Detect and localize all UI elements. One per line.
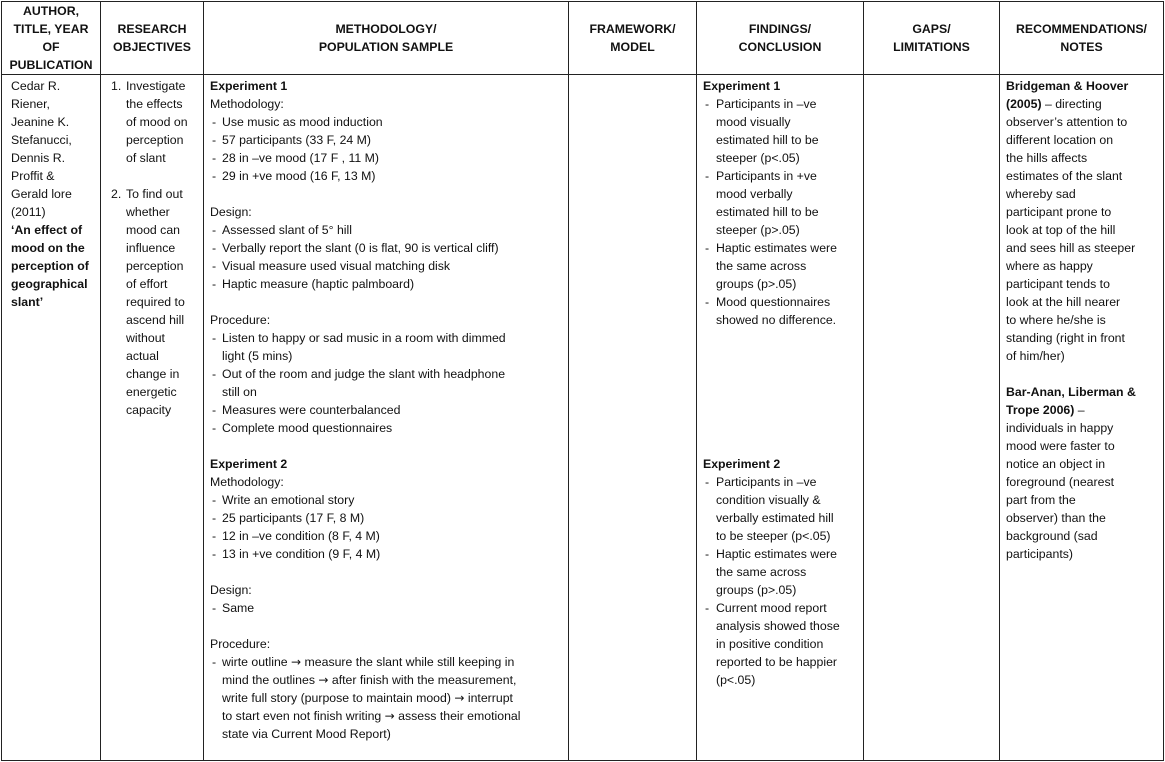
list-item-line: showed no difference. [716,313,837,327]
note-text: notice an object in [1006,457,1106,471]
note-line [1006,491,1160,509]
objective-line: of mood on [126,115,188,129]
list-item-line [222,653,565,671]
list-item [210,131,565,149]
note-text: different location on [1006,133,1114,147]
dash-bullet: - [705,547,710,561]
objective-line: To find out [126,187,183,201]
experiment-heading: Experiment 2 [703,457,781,471]
author-cell [2,75,101,761]
note-line [1006,275,1160,293]
experiment-heading: Experiment 1 [210,79,288,93]
dash-bullet: - [212,421,217,435]
note-line [1006,257,1160,275]
header-methodology: METHODOLOGY/ POPULATION SAMPLE [204,2,569,75]
objective-line: whether [126,205,170,219]
dash-bullet: - [212,367,217,381]
objective-line: influence [126,241,176,255]
list-item [210,599,565,617]
objective-line: required to [126,295,185,309]
methodology-list [210,113,565,185]
design-list [210,221,565,293]
list-item-line: 13 in +ve condition (9 F, 4 M) [222,547,381,561]
dash-bullet: - [705,169,710,183]
list-item-line: groups (p>.05) [716,583,797,597]
list-item-line: Visual measure used visual matching disk [222,259,451,273]
list-item [703,293,860,329]
spacer [210,617,565,635]
list-item-line: Verbally report the slant (0 is flat, 90 is vertical cliff) [222,241,499,255]
list-item-line [222,707,565,725]
procedure-text: assess their emotional [394,709,521,723]
note-line [1006,347,1160,365]
note-text: – directing [1041,97,1102,111]
dash-bullet: - [212,223,217,237]
list-item [210,419,565,437]
spacer [210,185,565,203]
dash-bullet: - [212,493,217,507]
list-item-line: Measures were counterbalanced [222,403,401,417]
note-line [1006,113,1160,131]
findings-list [703,95,860,329]
dash-bullet: - [212,601,217,615]
list-item [210,239,565,257]
list-item [210,167,565,185]
author-name-line: (2011) [11,205,46,219]
objective-item [107,77,200,167]
procedure-text: interrupt [464,691,513,705]
note-text: estimates of the slant [1006,169,1123,183]
literature-review-table [1,1,1164,761]
author-name-line: Riener, [11,97,50,111]
design-label: Design: [210,205,252,219]
list-item-line: Mood questionnaires [716,295,831,309]
list-item-line: Assessed slant of 5° hill [222,223,352,237]
list-item [210,545,565,563]
dash-bullet: - [705,97,710,111]
list-item-line: 57 participants (33 F, 24 M) [222,133,371,147]
list-item-line: mood verbally [716,187,793,201]
experiment-heading: Experiment 1 [703,79,781,93]
note-citation: Bridgeman & Hoover [1006,79,1129,93]
note-text: where as happy [1006,259,1093,273]
procedure-list [210,653,565,743]
note-line [1006,239,1160,257]
note-citation: (2005) [1006,97,1042,111]
spacer [703,329,860,455]
objective-line: without [126,331,165,345]
dash-bullet: - [212,259,217,273]
list-item [210,329,565,365]
list-item-line: 25 participants (17 F, 8 M) [222,511,365,525]
header-objectives: RESEARCH OBJECTIVES [101,2,204,75]
dash-bullet: - [212,511,217,525]
note-text: participants) [1006,547,1073,561]
note-text: and sees hill as steeper [1006,241,1136,255]
list-item [703,95,860,167]
methodology-cell [204,75,569,761]
note-text: participant prone to [1006,205,1112,219]
list-item [210,113,565,131]
findings-list [703,473,860,689]
paper-title-line: ‘An effect of [11,223,83,237]
procedure-text: mind the outlines [222,673,319,687]
paper-title-line: geographical [11,277,88,291]
note-text: look at top of the hill [1006,223,1116,237]
list-item [210,221,565,239]
table-row [2,75,1164,761]
note-text: observer’s attention to [1006,115,1128,129]
dash-bullet: - [212,115,217,129]
list-item-line [222,671,565,689]
list-item-line [222,689,565,707]
note-line [1006,509,1160,527]
author-name-line: Stefanucci, [11,133,72,147]
procedure-text: wirte outline [222,655,292,669]
procedure-label: Procedure: [210,637,271,651]
header-author: AUTHOR, TITLE, YEAR OF PUBLICATION [2,2,101,75]
procedure-text: after finish with the measurement, [328,673,517,687]
procedure-text: to start even not finish writing [222,709,385,723]
note-line [1006,455,1160,473]
objective-line: change in [126,367,180,381]
list-item [703,167,860,239]
objective-line: perception [126,259,184,273]
objective-line: of slant [126,151,166,165]
paper-title-line: perception of [11,259,89,273]
list-item [210,653,565,743]
list-item-line: to be steeper (p<.05) [716,529,831,543]
note-line [1006,221,1160,239]
note-text: standing (right in front [1006,331,1125,345]
note-line [1006,329,1160,347]
list-item [210,491,565,509]
list-item-line: estimated hill to be [716,133,819,147]
objective-item [107,185,200,419]
dash-bullet: - [212,331,217,345]
dash-bullet: - [212,277,217,291]
list-item-line: Same [222,601,255,615]
list-item-line: estimated hill to be [716,205,819,219]
list-item-line [222,725,565,743]
list-item-line: groups (p>.05) [716,277,797,291]
list-item-line: verbally estimated hill [716,511,834,525]
note-line [1006,383,1160,401]
note-text: participant tends to [1006,277,1110,291]
note-citation: Trope 2006) [1006,403,1075,417]
list-item-line: the same across [716,565,807,579]
spacer [1006,365,1160,383]
experiment-heading: Experiment 2 [210,457,288,471]
list-item-line: Listen to happy or sad music in a room with dimmed [222,331,506,345]
procedure-text: measure the slant while still keeping in [301,655,515,669]
objective-line: perception [126,133,184,147]
list-item-line: Haptic measure (haptic palmboard) [222,277,415,291]
methodology-label: Methodology: [210,475,284,489]
list-item-line: condition visually & [716,493,821,507]
list-item-line: steeper (p>.05) [716,223,800,237]
list-item-line: mood visually [716,115,791,129]
note-line [1006,95,1160,113]
procedure-label: Procedure: [210,313,271,327]
dash-bullet: - [212,403,217,417]
design-label: Design: [210,583,252,597]
header-gaps: GAPS/ LIMITATIONS [864,2,1000,75]
paper-title-line: slant’ [11,295,44,309]
dash-bullet: - [212,169,217,183]
list-item-line: Out of the room and judge the slant with headphone [222,367,506,381]
dash-bullet: - [705,601,710,615]
methodology-label: Methodology: [210,97,284,111]
arrow-right-icon: → [291,655,302,669]
notes-cell [1000,75,1164,761]
list-item-line: the same across [716,259,807,273]
note-text: observer) than the [1006,511,1106,525]
header-row [2,2,1164,75]
list-item-line: 12 in –ve condition (8 F, 4 M) [222,529,380,543]
note-block [1006,383,1160,563]
note-citation: Bar-Anan, Liberman & [1006,385,1136,399]
arrow-right-icon: → [384,709,395,723]
procedure-text: write full story (purpose to maintain mood) [222,691,455,705]
note-text: to where he/she is [1006,313,1106,327]
list-item [210,401,565,419]
spacer [210,563,565,581]
note-line [1006,311,1160,329]
procedure-text: state via Current Mood Report) [222,727,391,741]
spacer [210,293,565,311]
note-line [1006,149,1160,167]
objective-line: Investigate [126,79,186,93]
list-item-line: 28 in –ve mood (17 F , 11 M) [222,151,379,165]
list-item-line: (p<.05) [716,673,756,687]
list-item-line: Haptic estimates were [716,547,837,561]
objective-line: energetic [126,385,177,399]
arrow-right-icon: → [454,691,465,705]
objective-line: of effort [126,277,168,291]
note-text: whereby sad [1006,187,1076,201]
list-item-line: Participants in +ve [716,169,817,183]
dash-bullet: - [705,475,710,489]
list-item-line: Current mood report [716,601,827,615]
note-text: foreground (nearest [1006,475,1115,489]
list-item-line: in positive condition [716,637,824,651]
list-item-line: steeper (p<.05) [716,151,800,165]
list-item-line: 29 in +ve mood (16 F, 13 M) [222,169,376,183]
gaps-cell [864,75,1000,761]
list-item-line: analysis showed those [716,619,840,633]
objective-line: the effects [126,97,183,111]
objective-line: actual [126,349,159,363]
list-item-line: Use music as mood induction [222,115,383,129]
dash-bullet: - [212,547,217,561]
header-framework: FRAMEWORK/ MODEL [569,2,697,75]
note-line [1006,167,1160,185]
list-item-line: Write an emotional story [222,493,355,507]
note-line [1006,185,1160,203]
note-line [1006,203,1160,221]
note-text: the hills affects [1006,151,1088,165]
author-name-line: Proffit & [11,169,55,183]
dash-bullet: - [705,241,710,255]
dash-bullet: - [212,241,217,255]
list-item-line: Participants in –ve [716,97,817,111]
arrow-right-icon: → [318,673,329,687]
list-item [210,509,565,527]
note-text: background (sad [1006,529,1098,543]
list-item [210,149,565,167]
list-item [703,239,860,293]
note-text: of him/her) [1006,349,1065,363]
methodology-list [210,491,565,563]
spacer [210,437,565,455]
list-item-line: Complete mood questionnaires [222,421,393,435]
list-item [210,527,565,545]
list-item-line: Participants in –ve [716,475,817,489]
list-item [210,365,565,401]
note-line [1006,293,1160,311]
author-name-line: Gerald lore [11,187,72,201]
list-item [210,275,565,293]
note-line [1006,545,1160,563]
list-item-line: still on [222,385,257,399]
procedure-list [210,329,565,437]
design-list [210,599,565,617]
list-item [703,599,860,689]
spacer [107,167,200,185]
list-item [703,545,860,599]
objective-line: capacity [126,403,172,417]
dash-bullet: - [705,295,710,309]
list-item [210,257,565,275]
dash-bullet: - [212,133,217,147]
list-item-line: light (5 mins) [222,349,293,363]
note-line [1006,473,1160,491]
header-findings: FINDINGS/ CONCLUSION [697,2,864,75]
list-item-line: reported to be happier [716,655,838,669]
objective-line: mood can [126,223,181,237]
note-text: mood were faster to [1006,439,1115,453]
author-name-line: Jeanine K. [11,115,70,129]
note-line [1006,401,1160,419]
note-text: look at the hill nearer [1006,295,1121,309]
dash-bullet: - [212,655,217,669]
list-item-line: Haptic estimates were [716,241,837,255]
objective-number: 2. [111,187,122,201]
note-block [1006,77,1160,365]
framework-cell [569,75,697,761]
note-text: – [1074,403,1085,417]
dash-bullet: - [212,529,217,543]
objective-line: ascend hill [126,313,185,327]
header-recommendations: RECOMMENDATIONS/ NOTES [1000,2,1164,75]
note-line [1006,77,1160,95]
author-name-line: Cedar R. [11,79,61,93]
note-text: part from the [1006,493,1076,507]
objective-number: 1. [111,79,122,93]
findings-cell [697,75,864,761]
note-line [1006,419,1160,437]
dash-bullet: - [212,151,217,165]
note-line [1006,131,1160,149]
note-line [1006,437,1160,455]
note-text: individuals in happy [1006,421,1114,435]
author-name-line: Dennis R. [11,151,65,165]
note-line [1006,527,1160,545]
list-item [703,473,860,545]
paper-title-line: mood on the [11,241,85,255]
objectives-cell [101,75,204,761]
